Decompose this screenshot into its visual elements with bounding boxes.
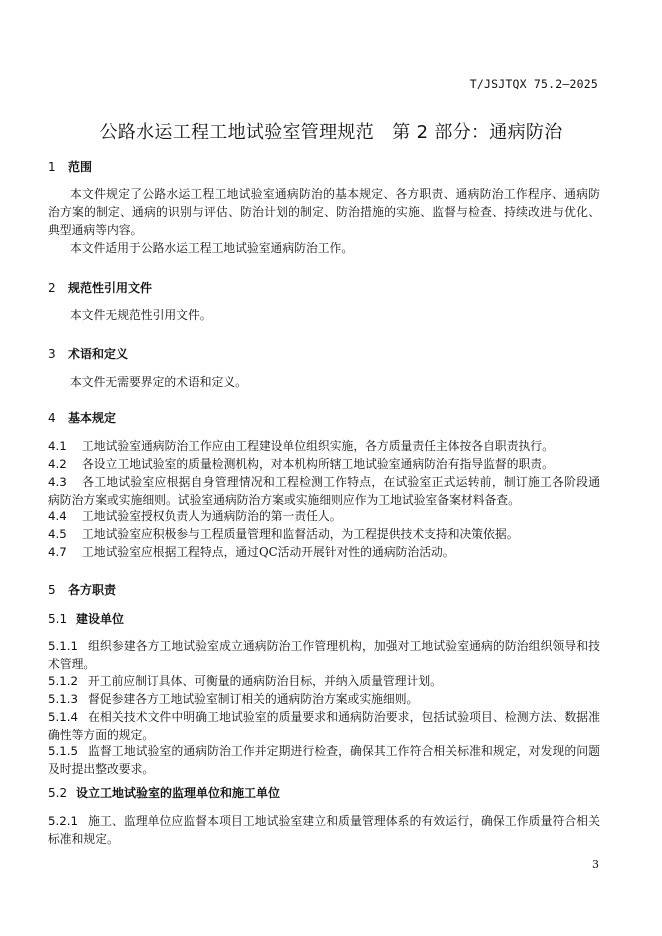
subsection-heading: 5.1 建设单位	[48, 612, 125, 626]
clause: 5.2.1 施工、监理单位应监督本项目工地试验室建立和质量管理体系的有效运行，确保工作质量符合相关标准和规定。	[48, 814, 600, 846]
clause: 4.1 工地试验室通病防治工作应由工程建设单位组织实施，各方质量责任主体按各自职责执行。	[48, 439, 554, 453]
clause: 5.1.2 开工前应制订具体、可衡量的通病防治目标，并纳入质量管理计划。	[48, 674, 442, 688]
clause: 4.2 各设立工地试验室的质量检测机构，对本机构所辖工地试验室通病防治有指导监督的职责。	[48, 457, 554, 471]
section-2-paragraph: 本文件无规范性引用文件。	[70, 308, 212, 322]
subsection-heading: 5.2 设立工地试验室的监理单位和施工单位	[48, 786, 281, 800]
clause: 5.1.4 在相关技术文件中明确工地试验室的质量要求和通病防治要求，包括试验项目、检测方法、数据准确性等方面的规定。	[48, 710, 600, 742]
clause: 5.1.5 监督工地试验室的通病防治工作并定期进行检查，确保其工作符合相关标准和规定，对发现的问题及时提出整改要求。	[48, 744, 600, 776]
standard-code: T/JSJTQX 75.2—2025	[469, 77, 598, 91]
page-number: 3	[592, 858, 599, 871]
clause: 5.1.1 组织参建各方工地试验室成立通病防治工作管理机构，加强对工地试验室通病的防治组织领导和技术管理。	[48, 639, 600, 671]
section-3-paragraph: 本文件无需要界定的术语和定义。	[70, 375, 247, 389]
clause: 5.1.3 督促参建各方工地试验室制订相关的通病防治方案或实施细则。	[48, 692, 419, 706]
section-2-heading: 2 规范性引用文件	[48, 281, 153, 295]
clause: 4.5 工地试验室应积极参与工程质量管理和监督活动，为工程提供技术支持和决策依据。	[48, 527, 519, 541]
section-5-heading: 5 各方职责	[48, 583, 117, 597]
section-4-heading: 4 基本规定	[48, 411, 117, 425]
section-3-heading: 3 术语和定义	[48, 347, 129, 361]
clause: 4.7 工地试验室应根据工程特点，通过QC活动开展针对性的通病防治活动。	[48, 545, 455, 559]
section-1-paragraph: 本文件适用于公路水运工程工地试验室通病防治工作。	[70, 241, 354, 255]
clause: 4.3 各工地试验室应根据自身管理情况和工程检测工作特点，在试验室正式运转前，制订施工各阶段通病防治方案或实施细则。试验室通病防治方案或实施细则应作为工地试验室备案材料备查。	[48, 475, 600, 507]
section-1-paragraph: 本文件规定了公路水运工程工地试验室通病防治的基本规定、各方职责、通病防治工作程序、通病防治方案的制定、通病的识别与评估、防治计划的制定、防治措施的实施、监督与检查、持续改进与优化、典型通病等内容。	[48, 187, 600, 237]
document-title: 公路水运工程工地试验室管理规范 第 2 部分：通病防治	[99, 122, 563, 143]
section-1-heading: 1 范围	[48, 160, 93, 174]
clause: 4.4 工地试验室授权负责人为通病防治的第一责任人。	[48, 509, 342, 523]
